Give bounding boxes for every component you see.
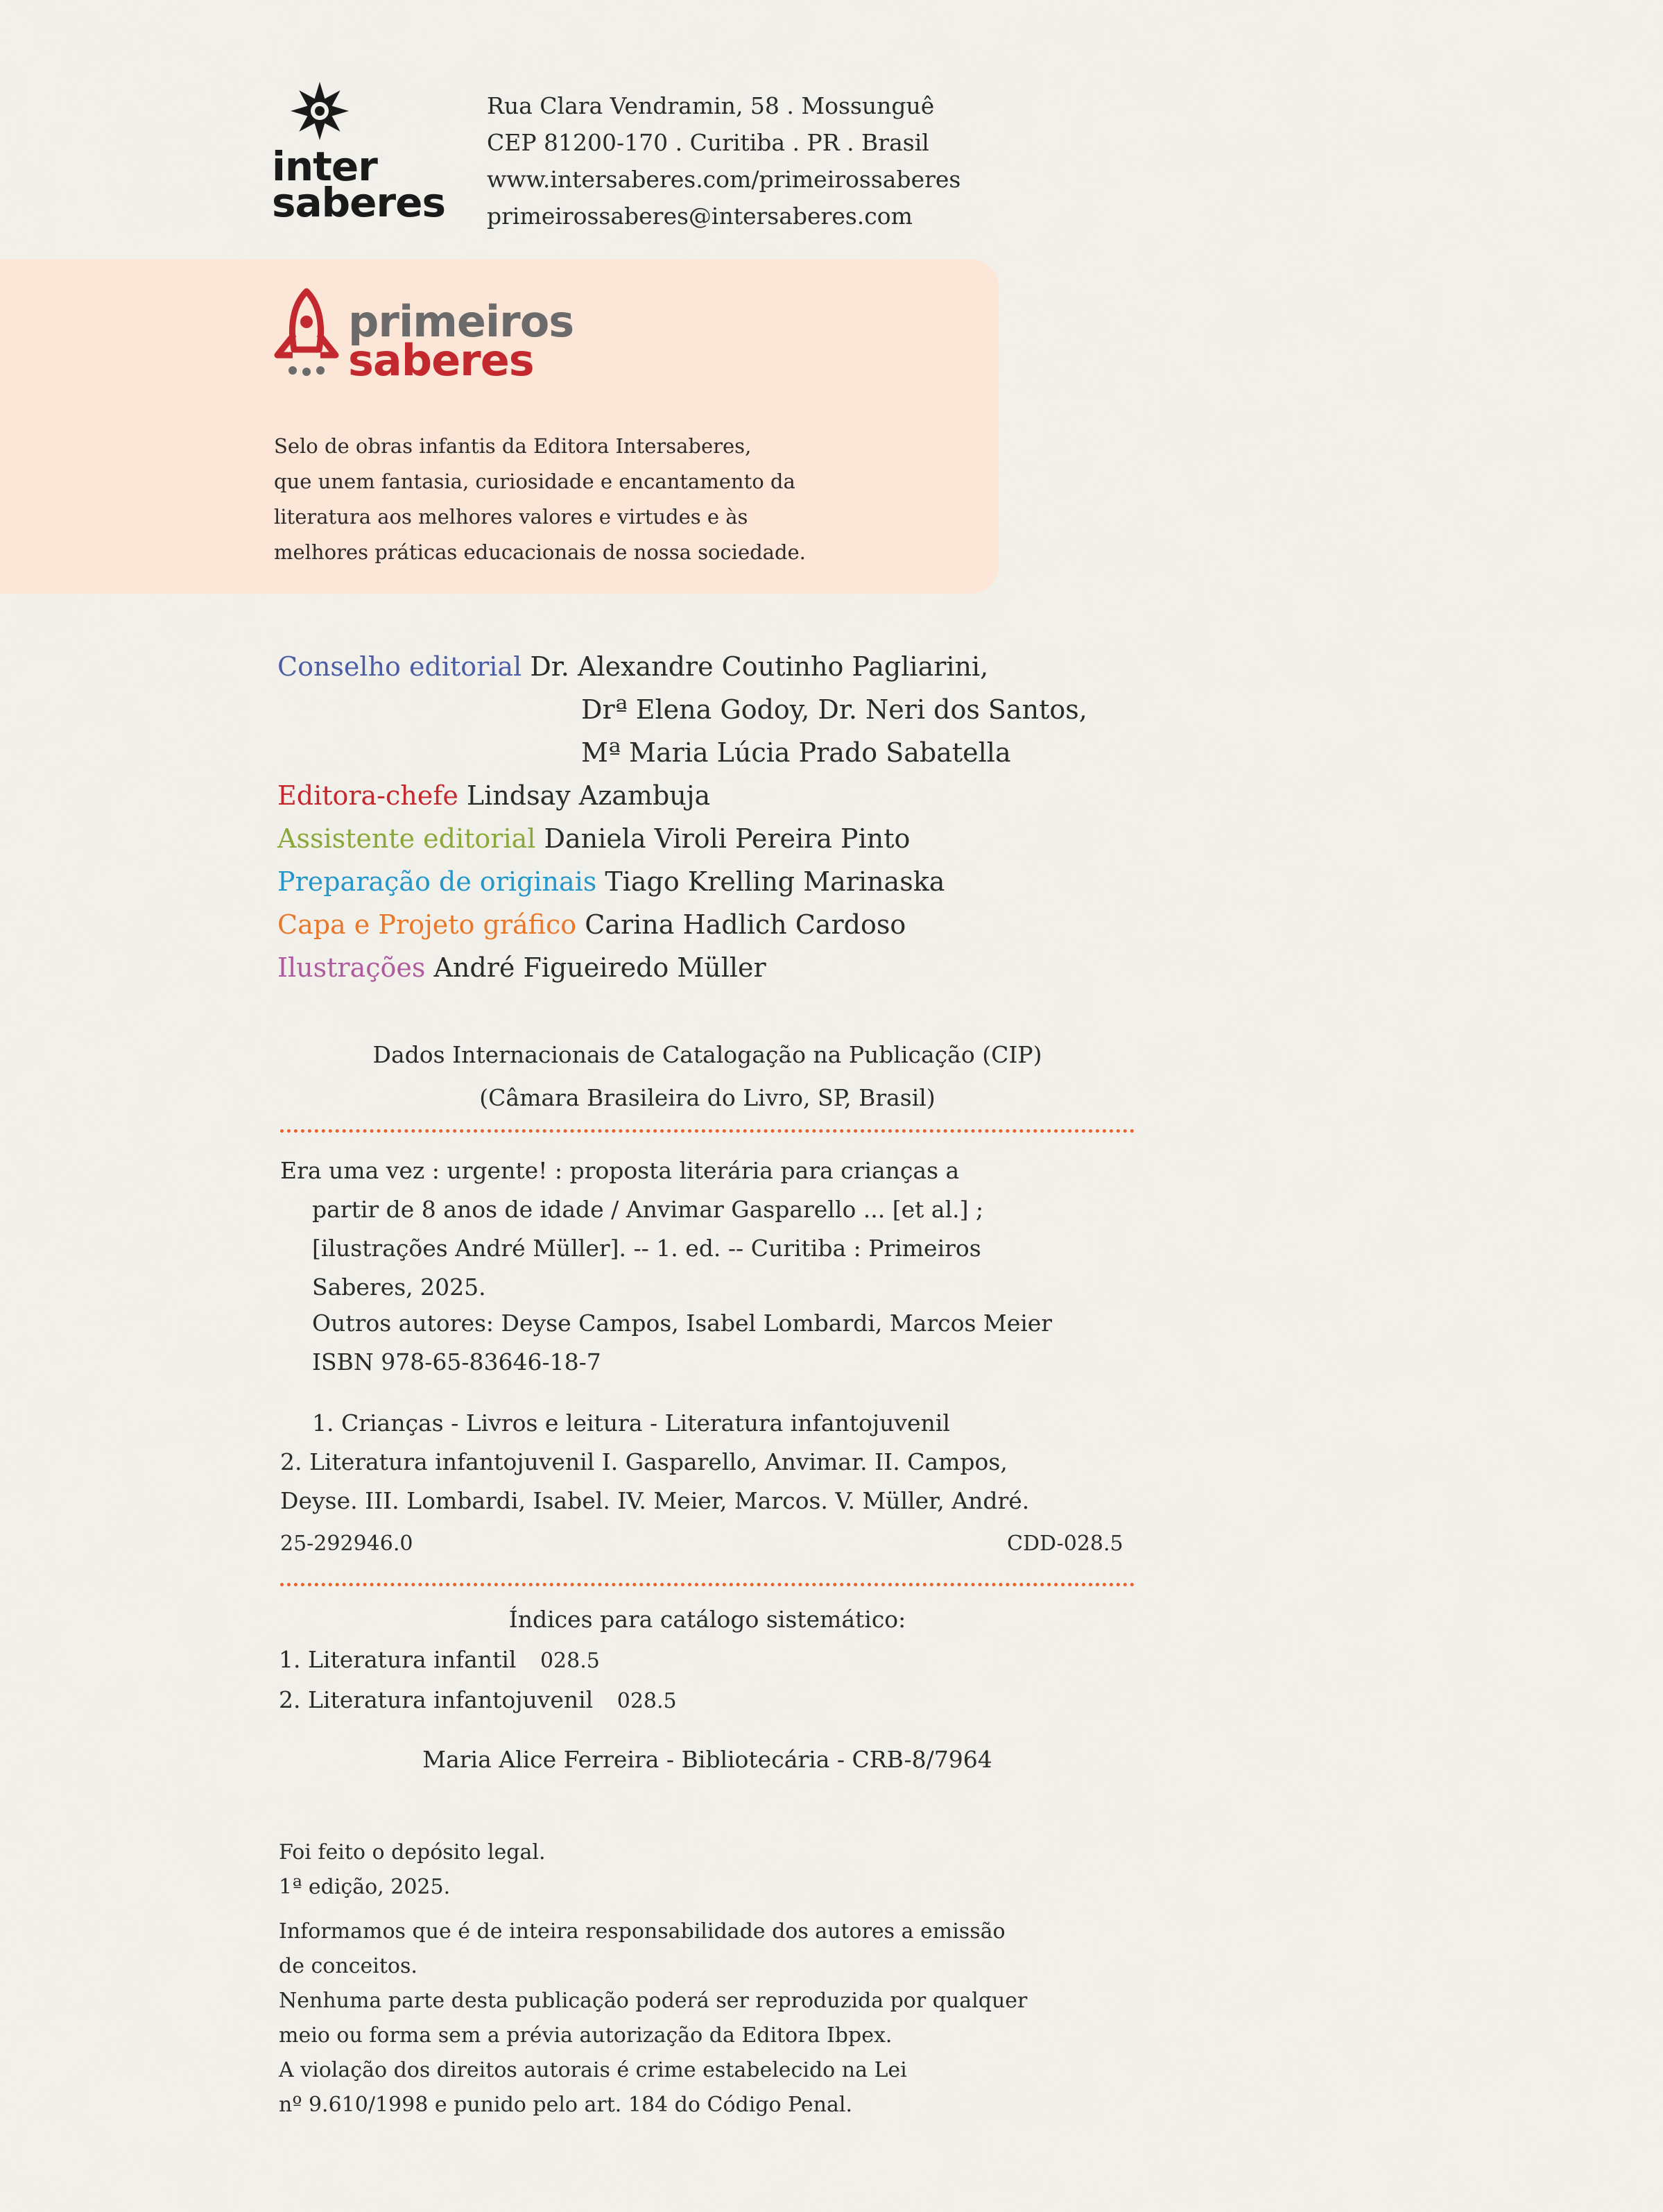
imprint-description-line: melhores práticas educacionais de nossa sociedade. bbox=[274, 540, 806, 564]
original-prep-name: Tiago Krelling Marinaska bbox=[605, 866, 945, 897]
primeiros-saberes-logo bbox=[272, 286, 574, 390]
cip-other-authors bbox=[280, 1304, 1052, 1382]
flower-icon bbox=[282, 78, 358, 147]
dotted-divider bbox=[280, 1129, 1135, 1133]
intersaberes-logo bbox=[272, 78, 445, 226]
index-item-code: 028.5 bbox=[540, 1649, 600, 1673]
publisher-address bbox=[487, 87, 960, 234]
legal-notice-line: A violação dos direitos autorais é crime estabelecido na Lei bbox=[279, 2058, 907, 2082]
editorial-assistant-label: Assistente editorial bbox=[277, 823, 536, 854]
legal-notice-line: Nenhuma parte desta publicação poderá ser reproduzida por qualquer bbox=[279, 1989, 1028, 2013]
cip-title-line1: Dados Internacionais de Catalogação na Publicação (CIP) bbox=[372, 1041, 1042, 1068]
intersaberes-logo-line2: saberes bbox=[272, 179, 445, 226]
subject-line: 2. Literatura infantojuvenil I. Gasparello, Anvimar. II. Campos, bbox=[280, 1448, 1008, 1475]
cover-design-label: Capa e Projeto gráfico bbox=[277, 909, 577, 940]
legal-notice-line: meio ou forma sem a prévia autorização da Editora Ibpex. bbox=[279, 2023, 893, 2048]
illustrations-label: Ilustrações bbox=[277, 952, 426, 983]
primeiros-saberes-logo-line1: primeiros bbox=[348, 296, 574, 347]
imprint-description-line: literatura aos melhores valores e virtudes e às bbox=[274, 505, 748, 529]
editorial-board-name: Dr. Alexandre Coutinho Pagliarini, bbox=[530, 651, 989, 682]
editorial-assistant-name: Daniela Viroli Pereira Pinto bbox=[544, 823, 911, 854]
legal-notice bbox=[279, 1914, 1027, 2123]
cip-entry-line: Era uma vez : urgente! : proposta literária para crianças a bbox=[280, 1157, 960, 1184]
rocket-icon bbox=[272, 286, 341, 390]
address-street: Rua Clara Vendramin, 58 . Mossunguê bbox=[487, 92, 935, 119]
subject-line: Deyse. III. Lombardi, Isabel. IV. Meier, Marcos. V. Müller, André. bbox=[280, 1487, 1030, 1514]
cip-entry-line: Saberes, 2025. bbox=[312, 1274, 486, 1301]
cip-entry-line: [ilustrações André Müller]. -- 1. ed. -- Curitiba : Primeiros bbox=[312, 1235, 981, 1262]
index-item-label: 1. Literatura infantil bbox=[279, 1646, 517, 1673]
isbn: ISBN 978-65-83646-18-7 bbox=[312, 1348, 601, 1375]
dotted-divider bbox=[280, 1583, 1135, 1586]
other-authors: Outros autores: Deyse Campos, Isabel Lombardi, Marcos Meier bbox=[312, 1310, 1053, 1337]
intersaberes-logo-line1: inter bbox=[272, 143, 377, 190]
cip-code-left: 25-292946.0 bbox=[280, 1532, 413, 1556]
address-email: primeirossaberes@intersaberes.com bbox=[487, 203, 913, 230]
address-city: CEP 81200-170 . Curitiba . PR . Brasil bbox=[487, 129, 929, 156]
cip-subjects bbox=[280, 1404, 1029, 1520]
editorial-board-name: Drª Elena Godoy, Dr. Neri dos Santos, bbox=[581, 694, 1087, 725]
legal-notice-line: de conceitos. bbox=[279, 1954, 417, 1978]
imprint-description-line: Selo de obras infantis da Editora Intersaberes, bbox=[274, 434, 752, 458]
editorial-board-name: Mª Maria Lúcia Prado Sabatella bbox=[581, 737, 1011, 768]
chief-editor-name: Lindsay Azambuja bbox=[466, 780, 711, 811]
index-item-code: 028.5 bbox=[617, 1689, 677, 1713]
legal-notice-line: Informamos que é de inteira responsabilidade dos autores a emissão bbox=[279, 1919, 1006, 1944]
editorial-board-label: Conselho editorial bbox=[277, 651, 522, 682]
imprint-description bbox=[274, 429, 806, 570]
legal-deposit bbox=[279, 1835, 546, 1905]
index-title: Índices para catálogo sistemático: bbox=[508, 1606, 906, 1633]
edition-line: 1ª edição, 2025. bbox=[279, 1875, 451, 1899]
cip-title-line2: (Câmara Brasileira do Livro, SP, Brasil) bbox=[479, 1084, 936, 1111]
address-website: www.intersaberes.com/primeirossaberes bbox=[487, 166, 961, 193]
cip-entry-line: partir de 8 anos de idade / Anvimar Gasparello ... [et al.] ; bbox=[312, 1196, 984, 1223]
chief-editor-label: Editora-chefe bbox=[277, 780, 458, 811]
cip-entry bbox=[280, 1151, 983, 1307]
cip-code-right: CDD-028.5 bbox=[1007, 1532, 1123, 1556]
cover-design-name: Carina Hadlich Cardoso bbox=[585, 909, 906, 940]
cip-title bbox=[277, 1034, 1137, 1120]
librarian: Maria Alice Ferreira - Bibliotecária - CRB-8/7964 bbox=[422, 1746, 992, 1773]
imprint-description-line: que unem fantasia, curiosidade e encantamento da bbox=[274, 470, 795, 493]
index-item-label: 2. Literatura infantojuvenil bbox=[279, 1686, 594, 1713]
legal-deposit-line: Foi feito o depósito legal. bbox=[279, 1840, 546, 1864]
primeiros-saberes-logo-line2: saberes bbox=[348, 335, 534, 386]
subject-line: 1. Crianças - Livros e leitura - Literatura infantojuvenil bbox=[312, 1409, 950, 1437]
illustrations-name: André Figueiredo Müller bbox=[433, 952, 766, 983]
legal-notice-line: nº 9.610/1998 e punido pelo art. 184 do Código Penal. bbox=[279, 2093, 853, 2117]
original-prep-label: Preparação de originais bbox=[277, 866, 597, 897]
